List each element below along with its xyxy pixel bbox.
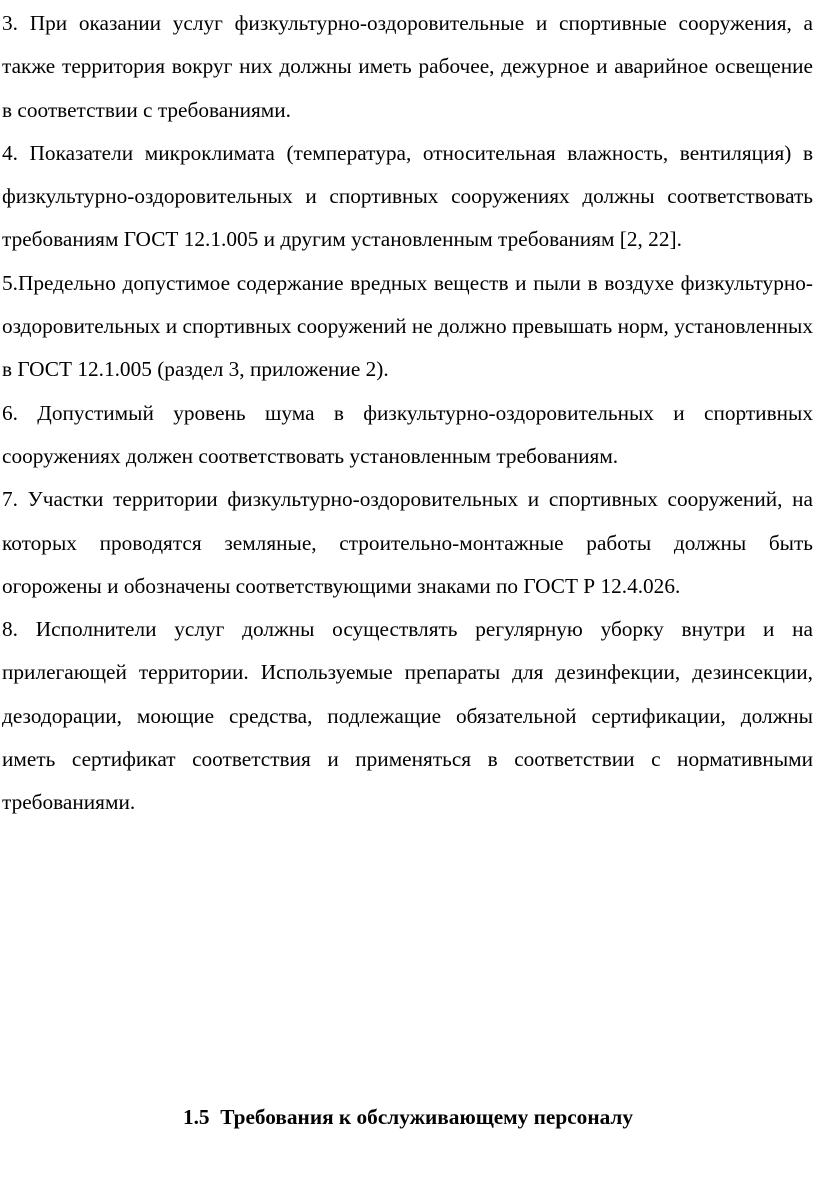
paragraph-item-3: 3. При оказании услуг физкультурно-оздоровительные и спортивные сооружения, а также территория вокруг них должны иметь рабочее, дежурное и аварийное освещение в соответствии с требованиями.	[2, 11, 813, 122]
paragraph-item-6: 6. Допустимый уровень шума в физкультурно-оздоровительных и спортивных сооружениях должен соответствовать установленным требованиям.	[2, 400, 813, 468]
paragraph-item-8: 8. Исполнители услуг должны осуществлять регулярную уборку внутри и на прилегающей территории. Используемые препараты для дезинфекции, дезинсекции, дезодорации, моющие средства, подлежащие обязательной сертификации, должны иметь сертификат соответствия и применяться в соответствии с нормативными требованиями.	[2, 617, 813, 815]
paragraph-item-4: 4. Показатели микроклимата (температура, относительная влажность, вентиляция) в физкультурно-оздоровительных и спортивных сооружениях должны соответствовать требованиям ГОСТ 12.1.005 и другим установленным требованиям [2, 22].	[2, 140, 813, 252]
paragraph-item-7: 7. Участки территории физкультурно-оздоровительных и спортивных сооружений, на которых проводятся земляные, строительно-монтажные работы должны быть огорожены и обозначены соответствующими знаками по ГОСТ Р 12.4.026.	[2, 487, 813, 598]
document-body	[2, 2, 813, 825]
paragraph-item-5: 5.Предельно допустимое содержание вредных веществ и пыли в воздухе физкультурно-оздоровительных и спортивных сооружений не должно превышать норм, установленных в ГОСТ 12.1.005 (раздел 3, приложение 2).	[2, 270, 813, 382]
section-heading: 1.5 Требования к обслуживающему персоналу	[182, 1105, 634, 1129]
